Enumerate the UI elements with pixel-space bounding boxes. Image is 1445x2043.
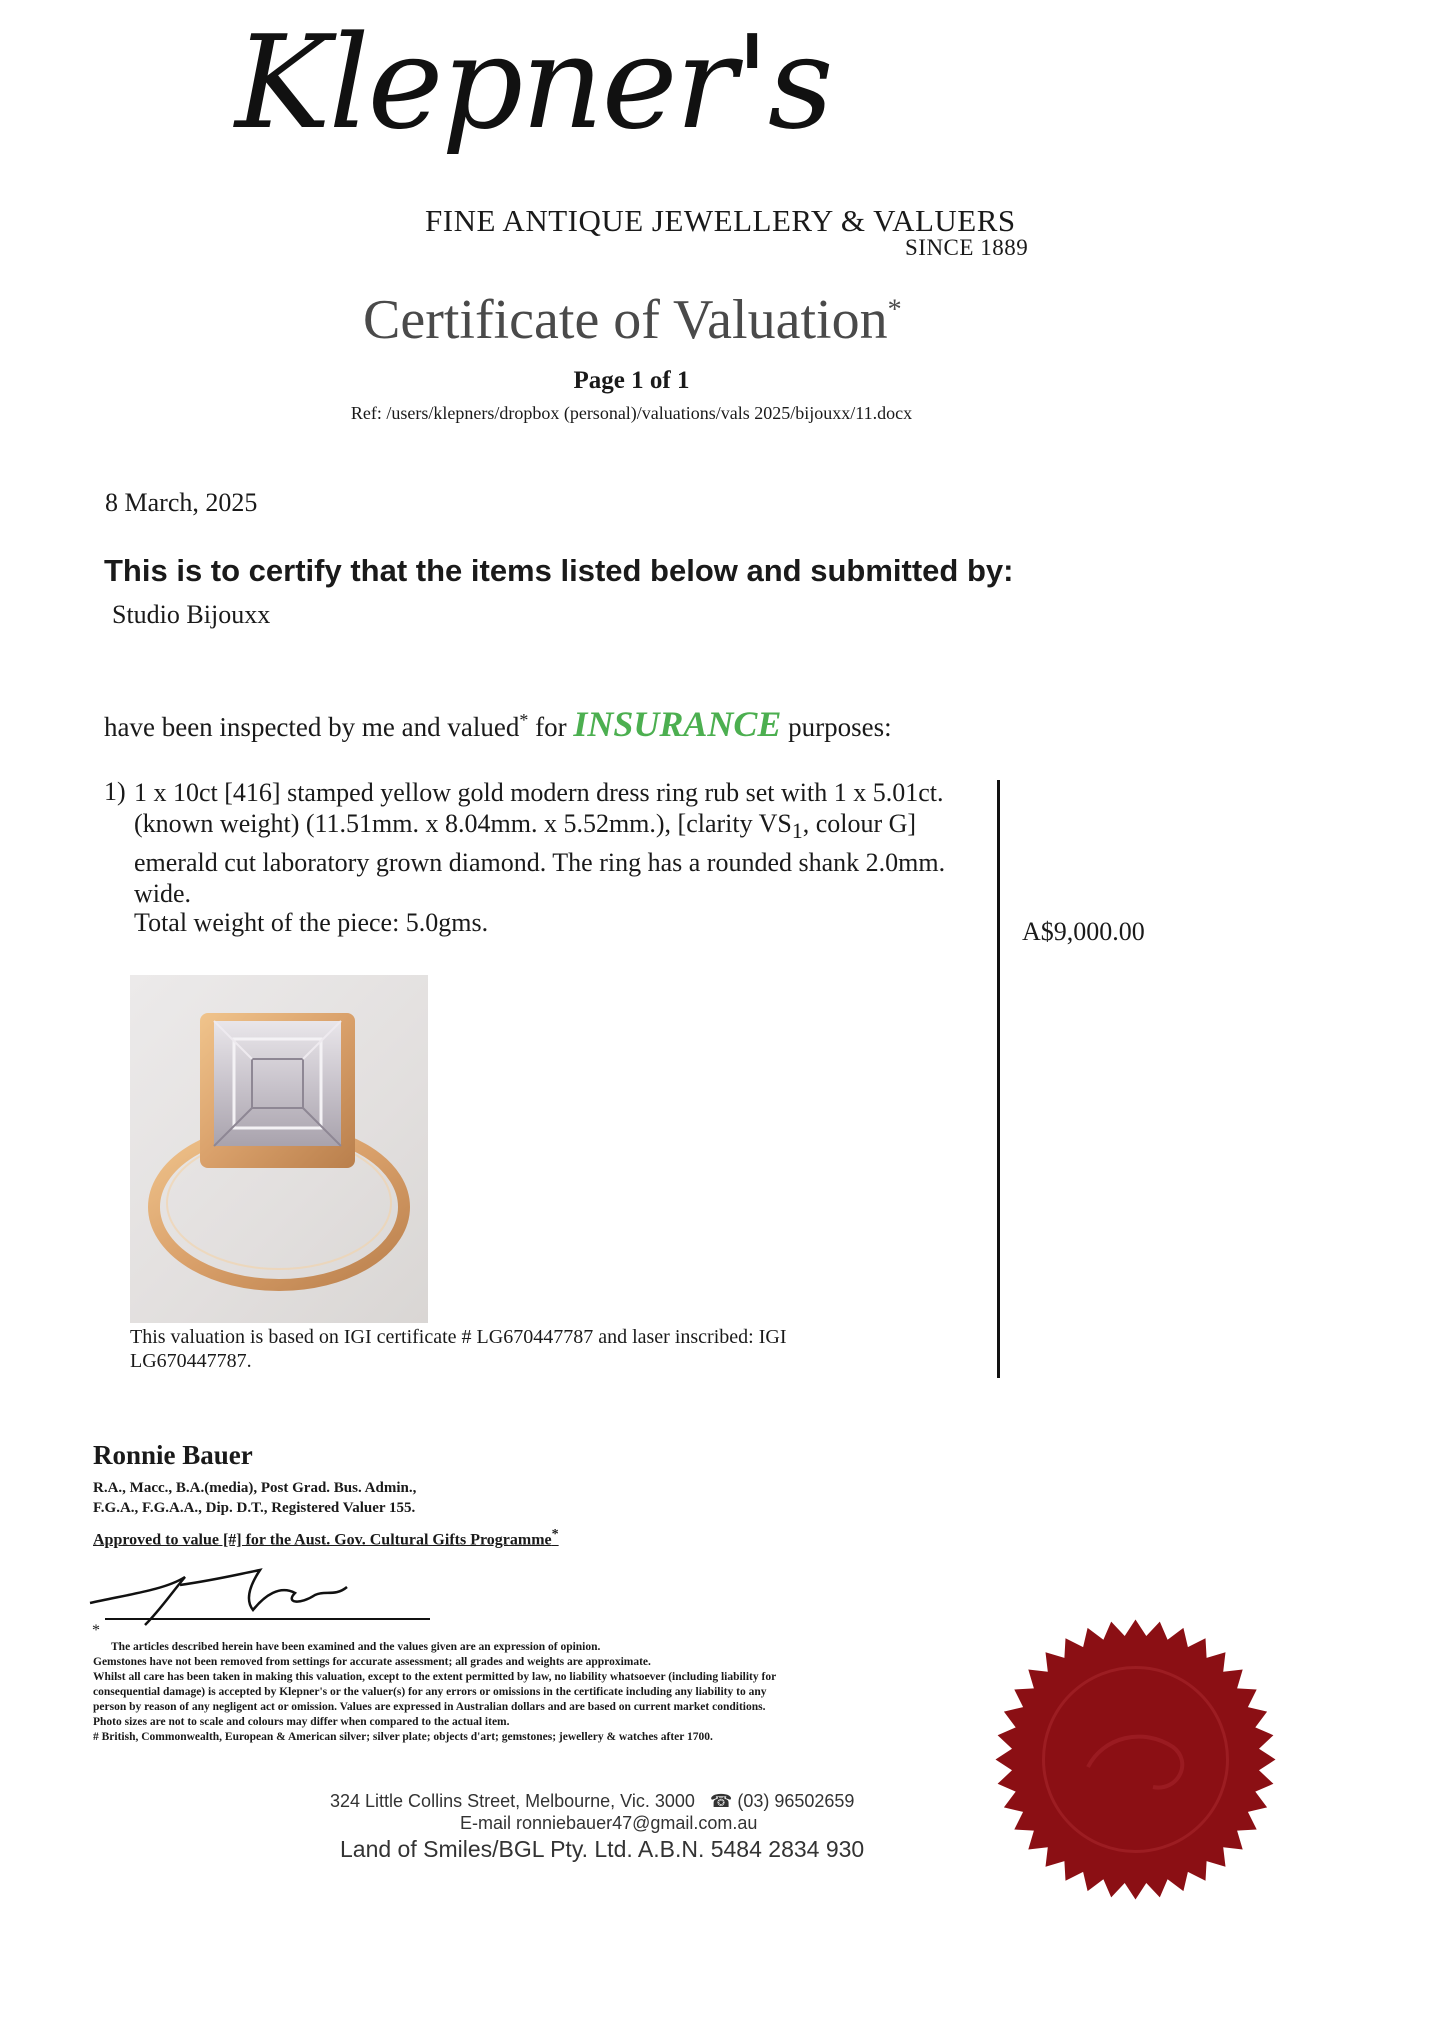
file-reference: Ref: /users/klepners/dropbox (personal)/valuations/vals 2025/bijouxx/11.docx	[350, 403, 913, 423]
inspection-suffix: purposes:	[781, 712, 892, 742]
item-total-weight: Total weight of the piece: 5.0gms.	[134, 908, 489, 937]
phone-icon: ☎	[709, 1791, 733, 1811]
street-address: 324 Little Collins Street, Melbourne, Vic. 3000	[330, 1791, 695, 1811]
valuer-credentials	[93, 1478, 416, 1518]
certificate-title-text: Certificate of Valuation	[363, 289, 888, 351]
certify-statement: This is to certify that the items listed below and submitted by:	[104, 553, 1014, 588]
disclaimer-line: consequential damage) is accepted by Klepner's or the valuer(s) for any errors or omissions in the certificate including any liability to any	[93, 1686, 767, 1698]
inspection-for: for	[528, 712, 574, 742]
item-description	[134, 777, 1004, 909]
disclaimer-line: Whilst all care has been taken in making this valuation, except to the extent permitted by law, no liability whatsoever (including liability for	[93, 1671, 777, 1683]
disclaimer	[93, 1640, 973, 1745]
disclaimer-line: person by reason of any negligent act or omission. Values are expressed in Australian dollars and are based on current market conditions.	[93, 1701, 766, 1713]
item-number: 1)	[104, 777, 126, 806]
item-value: A$9,000.00	[1022, 917, 1145, 946]
footer-address	[330, 1791, 854, 1812]
item-description-part-b: , colour G] emerald cut laboratory grown diamond. The ring has a rounded shank 2.0mm. wide.	[134, 809, 946, 909]
inspection-prefix: have been inspected by me and valued	[104, 712, 520, 742]
inspection-footnote-mark: *	[519, 710, 529, 730]
clarity-subscript: 1	[791, 819, 803, 844]
company-tagline: FINE ANTIQUE JEWELLERY & VALUERS	[425, 203, 1016, 238]
signature	[85, 1555, 445, 1635]
certificate-title	[363, 288, 902, 352]
valuation-date: 8 March, 2025	[105, 488, 258, 517]
inspection-statement	[104, 703, 892, 745]
company-logo: Klepner's	[235, 9, 832, 158]
seal-starburst	[996, 1620, 1276, 1900]
disclaimer-line: The articles described herein have been examined and the values given are an expression of opinion.	[111, 1641, 601, 1653]
established-year: SINCE 1889	[905, 235, 1029, 260]
valuer-credentials-line: F.G.A., F.G.A.A., Dip. D.T., Registered Valuer 155.	[93, 1500, 416, 1516]
disclaimer-line: # British, Commonwealth, European & American silver; silver plate; objects d'art; gemstones; jewellery & watches after 1700.	[93, 1731, 713, 1743]
disclaimer-line: Gemstones have not been removed from settings for accurate assessment; all grades and weights are approximate.	[93, 1656, 651, 1668]
valuer-credentials-line: R.A., Macc., B.A.(media), Post Grad. Bus. Admin.,	[93, 1480, 417, 1496]
title-footnote-mark: *	[887, 294, 902, 326]
submitter-name: Studio Bijouxx	[112, 600, 271, 629]
disclaimer-mark: *	[92, 1622, 100, 1639]
valuer-name: Ronnie Bauer	[93, 1440, 253, 1470]
valuation-purpose: INSURANCE	[573, 704, 782, 744]
approval-footnote-mark: *	[551, 1527, 559, 1542]
approval-statement	[93, 1527, 559, 1549]
footer-company: Land of Smiles/BGL Pty. Ltd. A.B.N. 5484 2834 930	[340, 1836, 865, 1862]
page-number: Page 1 of 1	[573, 367, 690, 394]
ring-icon	[130, 975, 428, 1323]
ring-photo	[130, 975, 428, 1323]
phone-number: (03) 96502659	[737, 1791, 855, 1811]
valuation-basis: This valuation is based on IGI certificate # LG670447787 and laser inscribed: IGI LG670447787.	[130, 1326, 787, 1372]
item-description-part-a: 1 x 10ct [416] stamped yellow gold modern dress ring rub set with 1 x 5.01ct. (known weight) (11.51mm. x 8.04mm. x 5.52mm.), [clarity VS	[134, 778, 944, 838]
footer-email: E-mail ronniebauer47@gmail.com.au	[460, 1813, 758, 1833]
disclaimer-line: Photo sizes are not to scale and colours may differ when compared to the actual item.	[93, 1716, 510, 1728]
column-divider	[997, 780, 1000, 1378]
approval-text: Approved to value [#] for the Aust. Gov. Cultural Gifts Programme	[93, 1531, 552, 1549]
wax-seal	[993, 1617, 1278, 1902]
